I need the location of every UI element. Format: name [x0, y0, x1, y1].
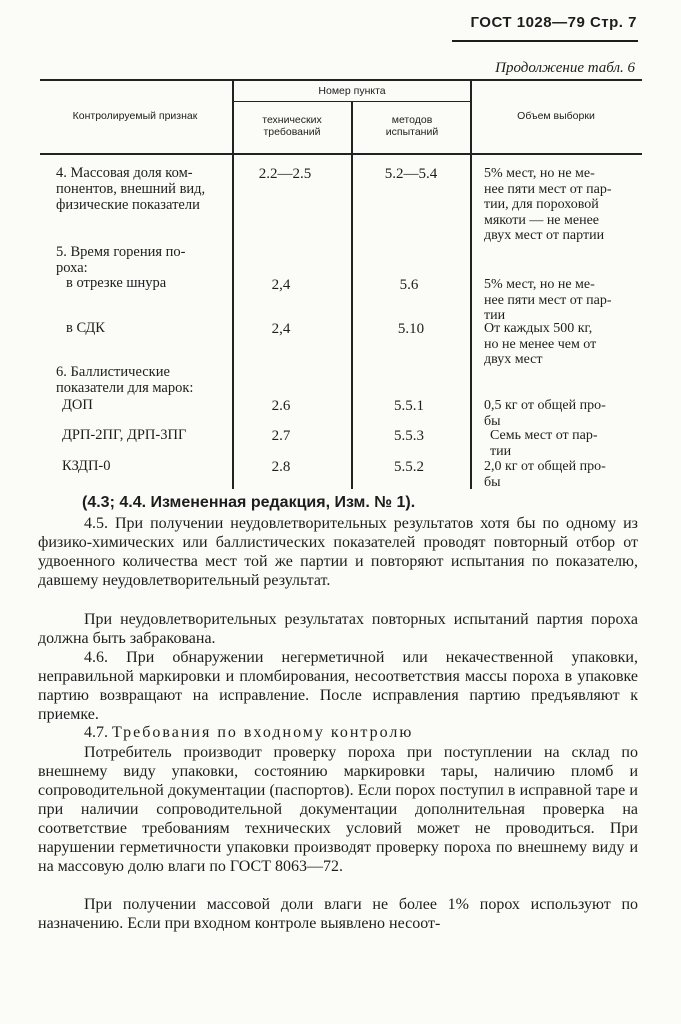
table-row-sample: От каждых 500 кг, но не менее чем от двух мест — [484, 321, 597, 367]
table-row-sample: Семь мест от пар- тии — [490, 428, 598, 459]
paragraph-4-5: 4.5. При получении неудовлетворительных результатов хотя бы по одному из физико-химических или баллистических показателей проводят повторный отбор от удвоенного количества мест той же партии и повторяют испытания по показателю, давшему неудовлетворительный результат. — [38, 515, 638, 589]
table-row-feature: КЗДП-0 — [62, 458, 111, 474]
paragraph-4-7-cont: При получении массовой доли влаги не более 1% порох используют по назначению. Если при входном контроле выявлено несоот- — [38, 896, 638, 932]
table-row-tech: 2,4 — [271, 321, 291, 337]
section-number: 4.7. — [84, 724, 108, 741]
table-row-feature: в отрезке шнура — [66, 275, 167, 291]
table-vline-1 — [232, 79, 234, 489]
amendment-note: (4.3; 4.4. Измененная редакция, Изм. № 1). — [82, 494, 416, 511]
table-row-feature: в СДК — [66, 320, 105, 336]
col-group-header: Номер пункта — [318, 85, 386, 97]
paragraph-4-5-cont: При неудовлетворительных результатах повторных испытаний партия пороха должна быть забракована. — [38, 611, 638, 647]
col-methods-header: методов испытаний — [385, 114, 439, 138]
col-sample-header: Объем выборки — [517, 110, 595, 122]
table-row-feature: 4. Массовая доля ком- понентов, внешний вид, физические показатели — [56, 165, 206, 213]
col-tech-header: технических требований — [262, 114, 322, 138]
table-row-methods: 5.5.2 — [394, 459, 424, 475]
table-row-sample: 5% мест, но не ме- нее пяти мест от пар- тии, для пороховой мякоти — не менее двух мест от партии — [484, 166, 612, 243]
section-title: Требования по входному контролю — [112, 724, 414, 741]
table-row-methods: 5.10 — [397, 321, 425, 337]
table-row-methods: 5.5.1 — [394, 398, 424, 414]
table-row-feature: 6. Баллистические показатели для марок: — [56, 364, 194, 396]
paragraph-4-6: 4.6. При обнаружении негерметичной или некачественной упаковки, неправильной маркировки и пломбирования, несоответствия массы пороха в упаковке партию возвращают на исправление. После исправления партию предъявляют к приемке. — [38, 649, 638, 723]
paragraph-4-7: Потребитель производит проверку пороха при поступлении на склад по внешнему виду упаковки, состоянию маркировки тары, наличию пломб и сопроводительной документации (паспортов). Если порох поступил в исправной таре и при наличии сопроводительной документации дополнительная проверка на соответствие требованиям технических условий может не проводиться. При нарушении герметичности упаковки производят проверку пороха по внешнему виду и на массовую долю влаги по ГОСТ 8063—72. — [38, 744, 638, 875]
table-row-tech: 2.2—2.5 — [258, 166, 312, 182]
table-continuation-label: Продолжение табл. 6 — [495, 60, 635, 76]
table-row-sample: 5% мест, но не ме- нее пяти мест от пар- тии — [484, 277, 612, 323]
table-row-tech: 2,4 — [271, 277, 291, 293]
table-row-tech: 2.8 — [271, 459, 291, 475]
table-row-feature: ДОП — [62, 397, 93, 413]
table-row-sample: 0,5 кг от общей про- бы — [484, 398, 606, 429]
table-top-rule — [40, 79, 642, 81]
table-row-tech: 2.6 — [271, 398, 291, 414]
table-row-methods: 5.6 — [399, 277, 419, 293]
table-header-rule — [40, 153, 642, 155]
table-row-feature: 5. Время горения по- роха: — [56, 244, 186, 276]
table-row-feature: ДРП-2ПГ, ДРП-3ПГ — [62, 427, 187, 443]
table-vline-2 — [351, 101, 353, 489]
table-row-methods: 5.5.3 — [394, 428, 424, 444]
col-feature-header: Контролируемый признак — [72, 110, 198, 122]
table-row-sample: 2,0 кг от общей про- бы — [484, 459, 606, 490]
page-header: ГОСТ 1028—79 Стр. 7 — [470, 14, 637, 31]
section-4-7-heading — [84, 724, 413, 742]
table-row-methods: 5.2—5.4 — [384, 166, 438, 182]
table-vline-3 — [470, 79, 472, 489]
table-row-tech: 2.7 — [271, 428, 291, 444]
header-rule — [452, 40, 638, 42]
